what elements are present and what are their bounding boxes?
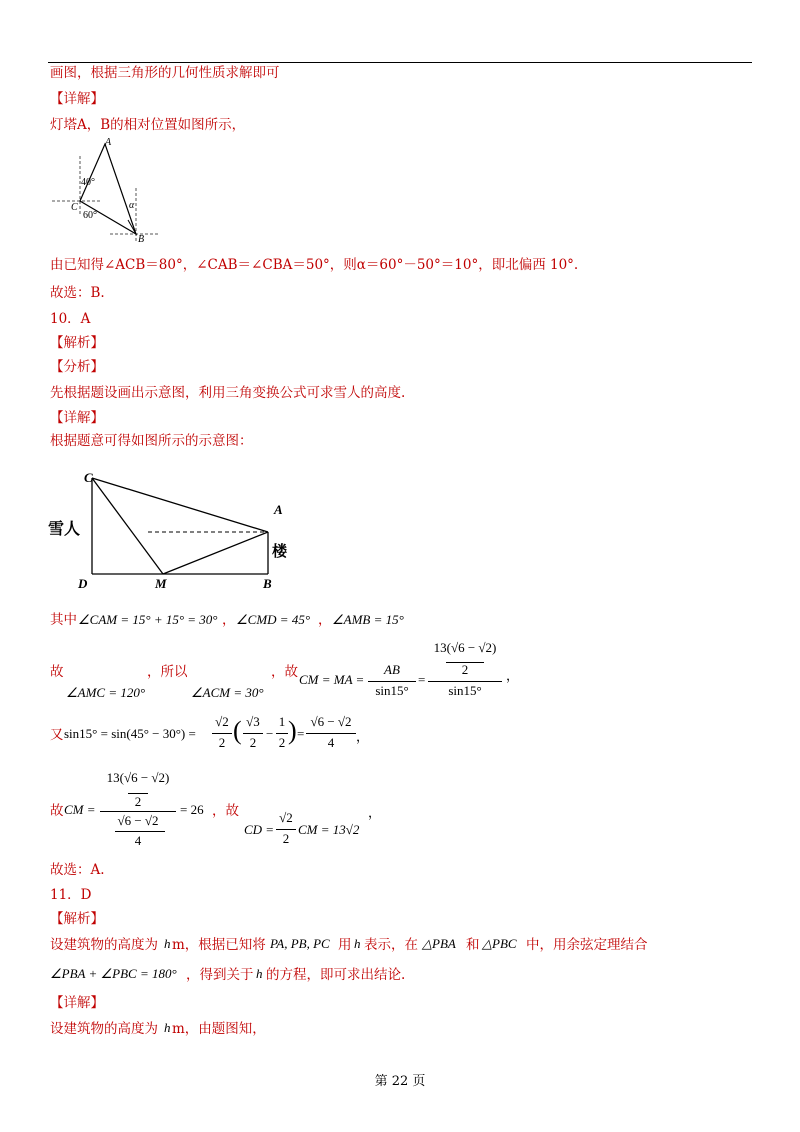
- text-sep: ，: [368, 805, 382, 820]
- label-60deg: 60°: [83, 210, 97, 221]
- paren-right: ): [288, 716, 297, 745]
- label-c: C: [84, 470, 93, 485]
- line-cm: [92, 478, 163, 574]
- formula-cmd: ∠CMD = 45°: [236, 612, 311, 627]
- text-sep: ，: [222, 612, 236, 628]
- frac-num: √6 − √2: [310, 714, 352, 729]
- formula-sin15: sin15° = sin(45° − 30°) =: [64, 726, 196, 741]
- frac-den: √6 − √2: [117, 813, 159, 828]
- line-ca: [92, 478, 268, 532]
- formula-cm-ma: CM = MA =: [299, 672, 365, 687]
- frac-bar: [306, 733, 356, 734]
- label-40deg: 40°: [81, 177, 95, 188]
- frac-bar: [212, 733, 232, 734]
- frac-den: 2: [218, 735, 226, 750]
- text-line: 灯塔A，B的相对位置如图所示，: [50, 117, 246, 133]
- frac-bar: [368, 681, 416, 682]
- text-line: 由已知得∠ACB＝80°，∠CAB＝∠CBA＝50°，则α＝60°－50°＝10°，即北偏西 10°.: [50, 257, 579, 273]
- label-c: C: [71, 202, 78, 213]
- text-prefix: 又: [50, 727, 64, 743]
- text-prefix: 设建筑物的高度为: [50, 937, 158, 953]
- frac-bar-inner: [115, 831, 165, 832]
- frac-bar: [276, 733, 288, 734]
- text-prefix: 其中: [50, 612, 77, 628]
- label-a: A: [274, 502, 283, 517]
- var-h: h: [256, 966, 263, 981]
- formula-result: = 26: [180, 802, 204, 817]
- text-line: 画图，根据三角形的几何性质求解即可: [50, 65, 280, 81]
- formula-acm: ∠ACM = 30°: [191, 685, 264, 700]
- frac-inner-den: 2: [461, 662, 469, 677]
- answer-line: 故选：A.: [50, 862, 105, 878]
- text-prefix: 故: [50, 803, 64, 819]
- section-heading: 【分析】: [50, 359, 104, 375]
- frac-num: 1: [278, 714, 286, 729]
- text-mid: m，根据已知将: [172, 937, 266, 953]
- frac-den: 4: [327, 735, 335, 750]
- text-mid: 表示，在: [364, 937, 418, 953]
- frac-bar: [100, 811, 176, 812]
- text-line: 根据题意可得如图所示的示意图：: [50, 433, 253, 449]
- section-heading: 【解析】: [50, 335, 104, 351]
- frac-num: √3: [246, 714, 260, 729]
- text-mid: 的方程，即可求出结论.: [266, 967, 406, 983]
- label-building: 楼: [272, 544, 288, 560]
- label-snowman: 雪人: [48, 521, 81, 538]
- frac-bar: [243, 733, 263, 734]
- equals: =: [418, 672, 426, 687]
- formula-amc: ∠AMC = 120°: [66, 685, 146, 700]
- frac-num: √2: [215, 714, 229, 729]
- section-heading: 【详解】: [50, 91, 104, 107]
- formula-pa-pb-pc: PA, PB, PC: [270, 936, 330, 951]
- section-heading: 【详解】: [50, 995, 104, 1011]
- text-mid: 用: [338, 937, 352, 953]
- frac-den: sin15°: [448, 683, 482, 698]
- label-alpha: α: [129, 200, 135, 211]
- text-mid: ，所以: [147, 664, 188, 680]
- paren-left: (: [233, 716, 242, 745]
- frac-num: √2: [279, 810, 293, 825]
- label-b: B: [138, 234, 145, 245]
- text-sep: ，: [506, 668, 520, 683]
- minus: −: [266, 726, 274, 741]
- section-heading: 【详解】: [50, 410, 104, 426]
- formula-cd: CD =: [244, 822, 275, 837]
- frac-den: 2: [278, 735, 286, 750]
- frac-den: 2: [282, 831, 290, 846]
- var-h: h: [354, 936, 361, 951]
- text-mid: ，故: [271, 664, 298, 680]
- frac-num: AB: [384, 662, 400, 677]
- text-sep: ，: [356, 729, 370, 744]
- formula-cam: ∠CAM = 15° + 15° = 30°: [78, 612, 218, 627]
- text-mid: 和: [466, 937, 480, 953]
- text-mid: 中，用余弦定理结合: [526, 937, 648, 953]
- label-d: D: [78, 576, 88, 591]
- text-prefix: 设建筑物的高度为: [50, 1021, 158, 1037]
- answer-line: 故选：B.: [50, 285, 105, 301]
- formula-cm: CM =: [64, 802, 96, 817]
- text-line: 先根据题设画出示意图，利用三角变换公式可求雪人的高度.: [50, 385, 406, 401]
- text-prefix: 故: [50, 664, 64, 680]
- formula-angle-sum: ∠PBA + ∠PBC = 180°: [50, 966, 177, 981]
- label-b: B: [263, 576, 272, 591]
- figure-lighthouse-diagram: [50, 138, 160, 248]
- frac-num: 13(√6 − √2): [433, 640, 497, 655]
- frac-inner-den: 2: [134, 794, 142, 809]
- triangle-pba: △PBA: [422, 936, 456, 951]
- figure-snowman-building: [46, 466, 306, 594]
- question-number: 10．A: [50, 311, 91, 327]
- formula-cd-result: CM = 13√2: [298, 822, 360, 837]
- page-number: 第 22 页: [374, 1074, 426, 1089]
- frac-bar: [428, 681, 502, 682]
- frac-num: 13(√6 − √2): [106, 770, 170, 785]
- text-sep: ，: [318, 612, 332, 628]
- text-mid: ，故: [212, 803, 239, 819]
- frac-den: sin15°: [375, 683, 409, 698]
- label-m: M: [155, 576, 167, 591]
- frac-inner-den: 4: [134, 833, 142, 848]
- text-mid: m，由题图知，: [172, 1021, 266, 1037]
- frac-den: 2: [249, 735, 257, 750]
- triangle-pbc: △PBC: [482, 936, 517, 951]
- var-h: h: [164, 936, 171, 951]
- line-ma: [163, 532, 268, 574]
- equals: =: [297, 726, 305, 741]
- var-h: h: [164, 1020, 171, 1035]
- formula-amb: ∠AMB = 15°: [332, 612, 404, 627]
- question-number: 11．D: [50, 887, 92, 903]
- section-heading: 【解析】: [50, 911, 104, 927]
- label-a: A: [105, 138, 112, 148]
- text-mid: ，得到关于: [186, 967, 254, 983]
- header-rule: [48, 62, 752, 63]
- frac-bar: [276, 829, 296, 830]
